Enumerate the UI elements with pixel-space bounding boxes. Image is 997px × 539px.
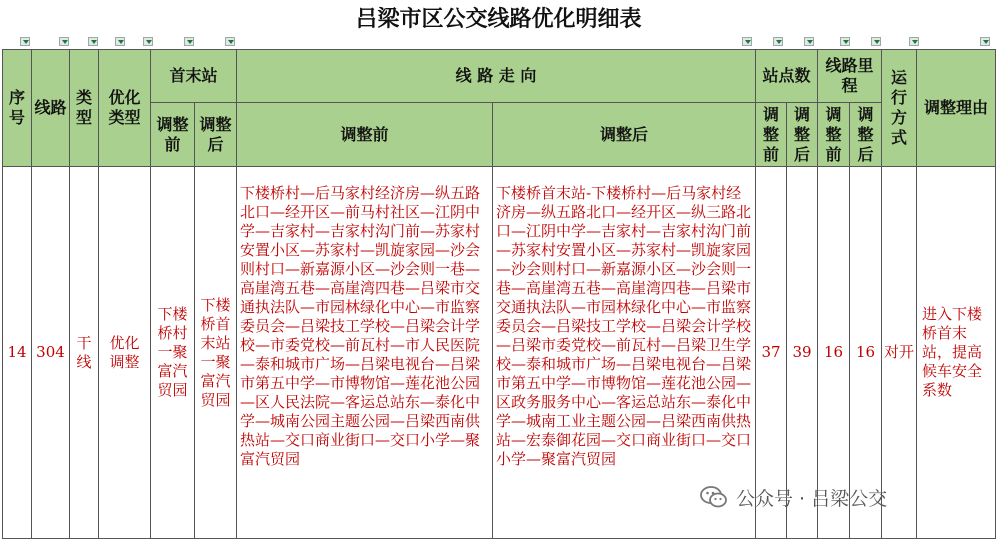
- cell-stops-after: 39: [787, 167, 818, 539]
- filter-dropdown-icon[interactable]: [143, 37, 153, 46]
- header-stops-after: 调整后: [787, 103, 818, 167]
- filter-dropdown-icon[interactable]: [742, 37, 752, 46]
- cell-mileage-after: 16: [850, 167, 882, 539]
- cell-opt-type: 优化调整: [99, 167, 151, 539]
- filter-dropdown-icon[interactable]: [871, 37, 881, 46]
- filter-dropdown-icon[interactable]: [225, 37, 235, 46]
- header-seq: 序号: [3, 50, 32, 167]
- header-mileage-before: 调整前: [818, 103, 850, 167]
- filter-dropdown-icon[interactable]: [980, 37, 990, 46]
- cell-route-after: 下楼桥首末站-下楼桥村—后马家村经济房—纵五路北口—经开区—纵三路北口—江阴中学—吉家村—吉家村沟门前—苏家村安置小区—苏家村—凯旋家园—沙会则村口—新嘉源小区—沙会则一巷—高崖湾五巷—高崖湾四巷—吕梁市交通执法队—市园林绿化中心—市监察委员会—吕梁技工学校—吕梁会计学校—吕梁市委党校—前瓦村—吕梁卫生学校—泰和城市广场—吕梁电视台—吕梁市第五中学—市博物馆—莲花池公园—区政务服务中心—客运总站东—泰化中学—城南工业主题公园—吕梁西南供热站—宏泰御花园—交口商业街口—交口小学—聚富汽贸园: [493, 167, 756, 539]
- filter-dropdown-icon[interactable]: [88, 37, 98, 46]
- watermark: [700, 481, 887, 513]
- header-mileage: 线路里程: [818, 50, 882, 103]
- wechat-icon: [700, 485, 728, 509]
- cell-stops-before: 37: [756, 167, 787, 539]
- watermark-text: 公众号 · 吕梁公交: [736, 487, 888, 510]
- header-terminals-before: 调整前: [151, 103, 195, 167]
- header-operation: 运行方式: [882, 50, 917, 167]
- header-line: 线路: [32, 50, 70, 167]
- filter-dropdown-icon[interactable]: [909, 37, 919, 46]
- cell-mileage-before: 16: [818, 167, 850, 539]
- filter-dropdown-icon[interactable]: [804, 37, 814, 46]
- header-terminals-after: 调整后: [195, 103, 237, 167]
- cell-line: 304: [32, 167, 70, 539]
- header-terminals: 首末站: [151, 50, 237, 103]
- header-opt-type: 优化类型: [99, 50, 151, 167]
- cell-reason: 进入下楼桥首末站，提高候车安全系数: [917, 167, 996, 539]
- filter-dropdown-icon[interactable]: [773, 37, 783, 46]
- filter-dropdown-icon[interactable]: [20, 37, 30, 46]
- header-route-before: 调整前: [237, 103, 493, 167]
- header-mileage-after: 调整后: [850, 103, 882, 167]
- filter-button-row: [0, 36, 997, 48]
- filter-dropdown-icon[interactable]: [184, 37, 194, 46]
- cell-terminals-before: 下楼桥村一聚富汽贸园: [151, 167, 195, 539]
- header-type: 类型: [70, 50, 99, 167]
- cell-seq: 14: [3, 167, 32, 539]
- filter-dropdown-icon[interactable]: [59, 37, 69, 46]
- filter-dropdown-icon[interactable]: [115, 37, 125, 46]
- table-title: 吕梁市区公交线路优化明细表: [355, 6, 642, 32]
- cell-operation: 对开: [882, 167, 917, 539]
- header-route-after: 调整后: [493, 103, 756, 167]
- cell-type: 干线: [70, 167, 99, 539]
- filter-dropdown-icon[interactable]: [840, 37, 850, 46]
- cell-terminals-after: 下楼桥首末站一聚富汽贸园: [195, 167, 237, 539]
- header-route: 线 路 走 向: [237, 50, 756, 103]
- header-stops-before: 调整前: [756, 103, 787, 167]
- cell-route-before: 下楼桥村—后马家村经济房—纵五路北口—经开区—前马村社区—江阴中学—吉家村—吉家村沟门前—苏家村安置小区—苏家村—凯旋家园—沙会则村口—新嘉源小区—沙会则一巷—高崖湾五巷—高崖湾四巷—吕梁市交通执法队—市园林绿化中心—市监察委员会—吕梁技工学校—吕梁会计学校—市委党校—前瓦村—市人民医院—泰和城市广场—吕梁电视台—吕梁市第五中学—市博物馆—莲花池公园—区人民法院—客运总站东—泰化中学—城南公园主题公园—吕梁西南供热站—交口商业街口—交口小学—聚富汽贸园: [237, 167, 493, 539]
- header-reason: 调整理由: [917, 50, 996, 167]
- route-optimization-table: [2, 49, 996, 539]
- header-stops: 站点数: [756, 50, 818, 103]
